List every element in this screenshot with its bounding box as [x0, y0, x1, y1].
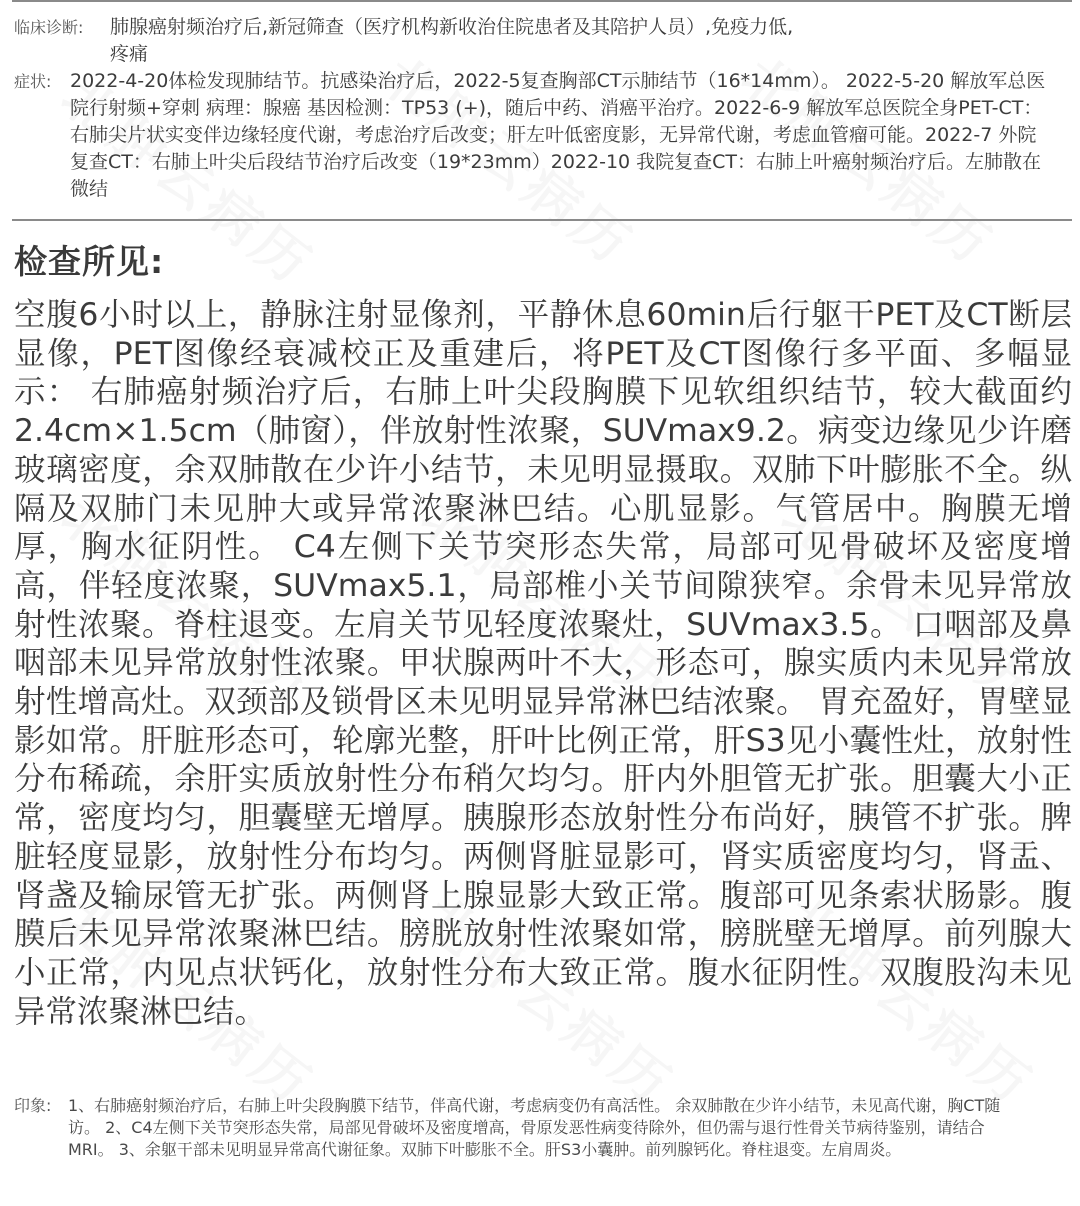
- symptoms-label: 症状:: [14, 72, 52, 91]
- symptoms-value: 2022-4-20体检发现肺结节。抗感染治疗后，2022-5复查胸部CT示肺结节（16*14mm）。 2022-5-20 解放军总医院行射频+穿刺 病理：腺癌 基因检测：TP53 (+)，随后中药、消癌平治疗。2022-6-9 解放军总医院全身PET-CT：右肺尖片状实变伴边缘轻度代谢，考虑治疗后改变；肝左叶低密度影，无异常代谢，考虑血管瘤可能。2022-7 外院复查CT：右肺上叶尖后段结节治疗后改变（19*23mm）2022-10 我院复查CT：右肺上叶癌射频治疗后。左肺散在微结: [70, 70, 1046, 200]
- findings-body: 空腹6小时以上，静脉注射显像剂，平静休息60min后行躯干PET及CT断层显像，PET图像经衰减校正及重建后，将PET及CT图像行多平面、多幅显示： 右肺癌射频治疗后，右肺上叶尖段胸膜下见软组织结节，较大截面约2.4cm×1.5cm（肺窗），伴放射性浓聚，SUVmax9.2。病变边缘见少许磨玻璃密度，余双肺散在少许小结节，未见明显摄取。双肺下叶膨胀不全。纵隔及双肺门未见肿大或异常浓聚淋巴结。心肌显影。气管居中。胸膜无增厚，胸水征阴性。 C4左侧下关节突形态失常，局部可见骨破坏及密度增高，伴轻度浓聚，SUVmax5.1，局部椎小关节间隙狭窄。余骨未见异常放射性浓聚。脊柱退变。左肩关节见轻度浓聚灶，SUVmax3.5。 口咽部及鼻咽部未见异常放射性浓聚。甲状腺两叶不大，形态可，腺实质内未见异常放射性增高灶。双颈部及锁骨区未见明显异常淋巴结浓聚。 胃充盈好，胃壁显影如常。肝脏形态可，轮廓光整，肝叶比例正常，肝S3见小囊性灶，放射性分布稀疏，余肝实质放射性分布稍欠均匀。肝内外胆管无扩张。胆囊大小正常，密度均匀，胆囊壁无增厚。胰腺形态放射性分布尚好，胰管不扩张。脾脏轻度显影，放射性分布均匀。两侧肾脏显影可，肾实质密度均匀，肾盂、肾盏及输尿管无扩张。两侧肾上腺显影大致正常。腹部可见条索状肠影。腹膜后未见异常浓聚淋巴结。膀胱放射性浓聚如常，膀胱壁无增厚。前列腺大小正常，内见点状钙化，放射性分布大致正常。腹水征阴性。双腹股沟未见异常浓聚淋巴结。: [14, 297, 1072, 1030]
- diagnosis-value: 肺腺癌射频治疗后,新冠筛查（医疗机构新收治住院患者及其陪护人员）,免疫力低,疼痛: [110, 16, 794, 65]
- impression-section: [14, 1095, 1014, 1161]
- impression-label: 印象:: [14, 1096, 52, 1115]
- diagnosis-row: [14, 14, 1064, 68]
- section-divider: [12, 219, 1072, 221]
- impression-value: 1、右肺癌射频治疗后，右肺上叶尖段胸膜下结节，伴高代谢，考虑病变仍有高活性。 余双肺散在少许小结节，未见高代谢，胸CT随访。 2、C4左侧下关节突形态失常，局部见骨破坏及密度增高，骨原发恶性病变待除外，但仍需与退行性骨关节病待鉴别，请结合MRI。 3、余躯干部未见明显异常高代谢征象。双肺下叶膨胀不全。肝S3小囊肿。前列腺钙化。脊柱退变。左肩周炎。: [68, 1096, 1001, 1159]
- top-divider: [12, 0, 1072, 2]
- clinical-header: [14, 14, 1064, 203]
- symptoms-row: [14, 68, 1064, 203]
- findings-title: 检查所见:: [14, 242, 165, 281]
- diagnosis-label: 临床诊断:: [14, 18, 84, 37]
